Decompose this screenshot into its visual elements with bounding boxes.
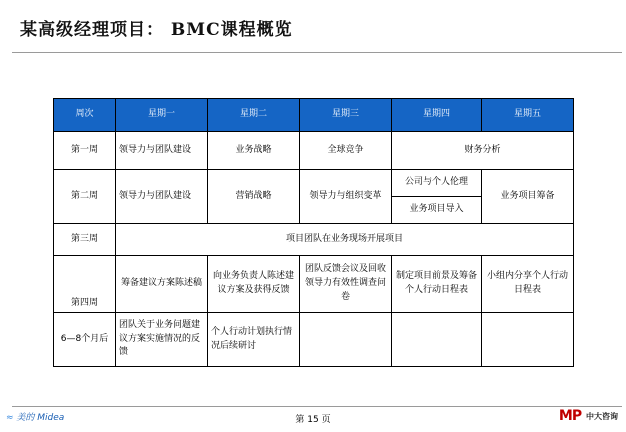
week-label: 第二周 — [54, 170, 116, 224]
cell-friday: 小组内分享个人行动日程表 — [482, 256, 574, 313]
cell-wednesday: 团队反馈会议及回收领导力有效性调查问卷 — [300, 256, 392, 313]
brand-mark: MP — [558, 408, 582, 424]
cell-thursday — [392, 313, 482, 367]
header-week: 周次 — [54, 99, 116, 132]
cell-thursday: 制定项目前景及筹备个人行动日程表 — [392, 256, 482, 313]
brand-name: 中大咨询 — [586, 411, 618, 421]
cell-wednesday: 领导力与组织变革 — [300, 170, 392, 224]
header-monday: 星期一 — [116, 99, 208, 132]
cell-wednesday: 全球竞争 — [300, 132, 392, 170]
week-label: 第四周 — [54, 256, 116, 313]
header-wednesday: 星期三 — [300, 99, 392, 132]
brand-logo — [559, 408, 618, 424]
cell-friday — [482, 313, 574, 367]
table-header-row — [54, 99, 574, 132]
table-row-week3 — [54, 224, 574, 256]
cell-wednesday — [300, 313, 392, 367]
table-row-followup — [54, 313, 574, 367]
cell-tuesday: 业务战略 — [208, 132, 300, 170]
logo-text: 美的 Midea — [16, 413, 65, 423]
cell-tuesday: 营销战略 — [208, 170, 300, 224]
cell-monday: 筹备建议方案陈述稿 — [116, 256, 208, 313]
header-friday: 星期五 — [482, 99, 574, 132]
top-divider — [12, 52, 622, 53]
table-row-week2 — [54, 170, 574, 197]
logo-wave-icon: ≈ — [6, 413, 14, 423]
page-number: 第 15 页 — [295, 415, 331, 425]
cell-week3-span: 项目团队在业务现场开展项目 — [116, 224, 574, 256]
header-thursday: 星期四 — [392, 99, 482, 132]
schedule-table — [53, 98, 574, 367]
cell-thursday-top: 公司与个人伦理 — [392, 170, 482, 197]
cell-thursday-bottom: 业务项目导入 — [392, 197, 482, 224]
table-row-week4 — [54, 256, 574, 313]
table-row-week1 — [54, 132, 574, 170]
week-label: 第一周 — [54, 132, 116, 170]
cell-monday: 领导力与团队建设 — [116, 132, 208, 170]
cell-tuesday: 个人行动计划执行情况后续研讨 — [208, 313, 300, 367]
cell-tuesday: 向业务负责人陈述建议方案及获得反馈 — [208, 256, 300, 313]
page-title: 某高级经理项目： BMC课程概览 — [20, 20, 293, 40]
cell-thursday-friday: 财务分析 — [392, 132, 574, 170]
cell-monday: 团队关于业务问题建议方案实施情况的反馈 — [116, 313, 208, 367]
cell-friday: 业务项目筹备 — [482, 170, 574, 224]
bottom-divider — [12, 406, 622, 407]
header-tuesday: 星期二 — [208, 99, 300, 132]
week-label: 6—8个月后 — [54, 313, 116, 367]
week-label: 第三周 — [54, 224, 116, 256]
cell-monday: 领导力与团队建设 — [116, 170, 208, 224]
